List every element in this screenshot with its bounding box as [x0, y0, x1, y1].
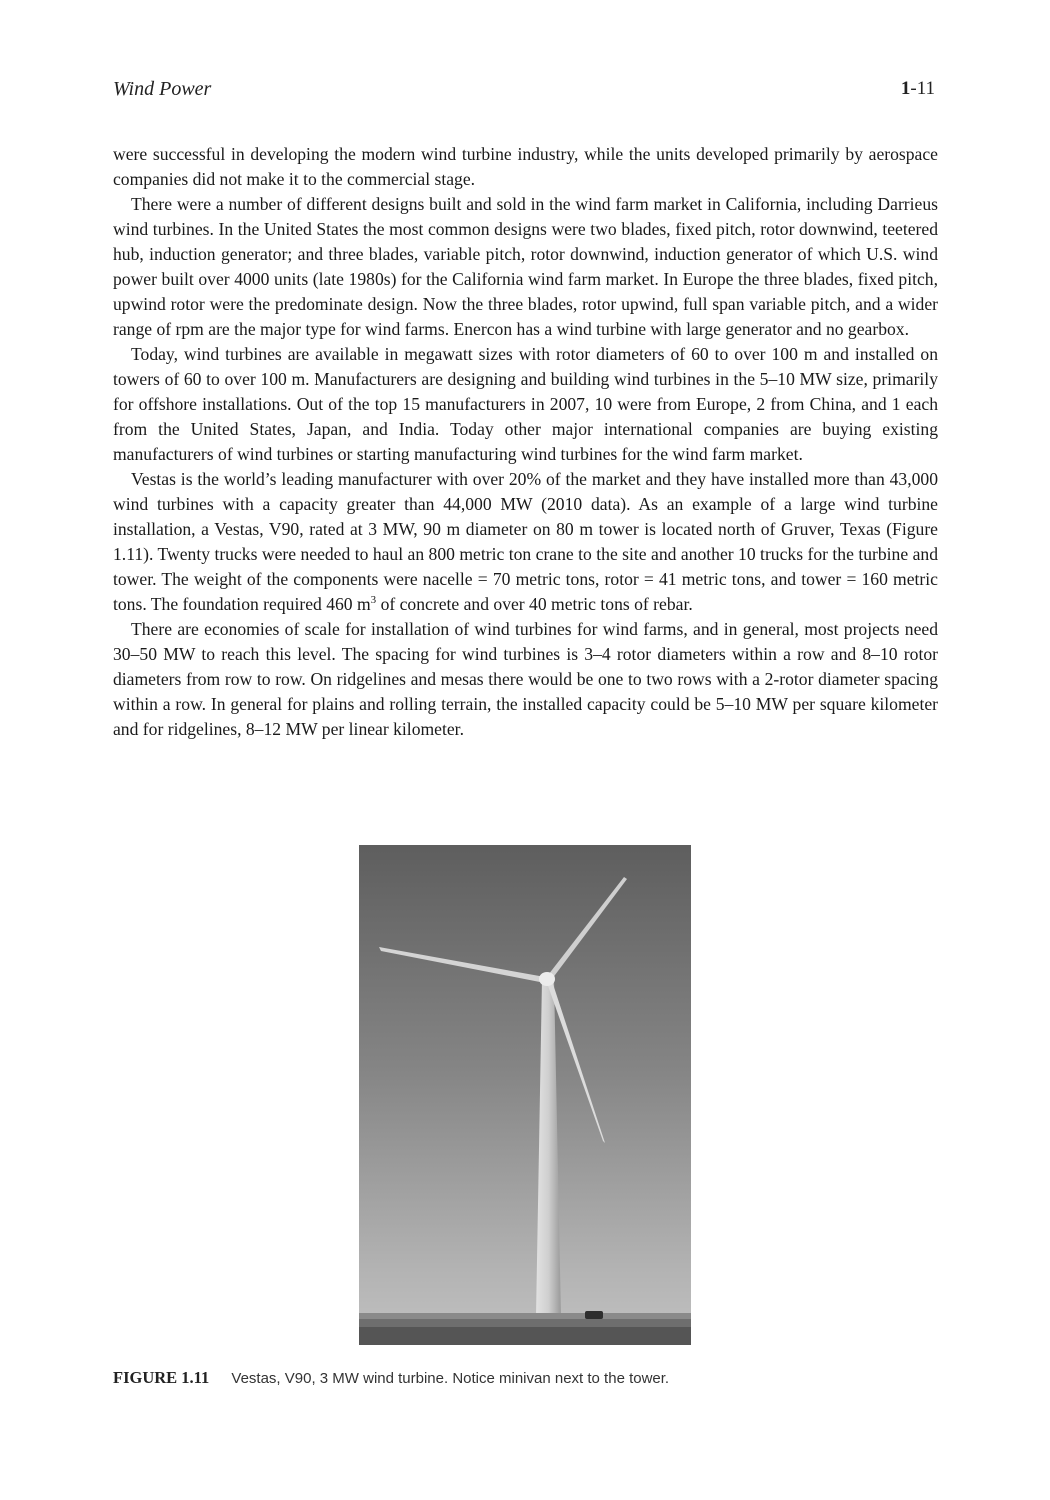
wind-turbine-photo — [359, 845, 691, 1345]
page-number-chapter: 1 — [900, 78, 911, 99]
paragraph-continuation: were successful in developing the modern wind turbine industry, while the units developed primarily by aerospace companies did not make it to the commercial stage. — [113, 144, 938, 189]
running-head — [113, 78, 935, 104]
figure-caption-text: Vestas, V90, 3 MW wind turbine. Notice minivan next to the tower. — [231, 1370, 670, 1387]
paragraph-vestas-text: Vestas is the world’s leading manufacturer with over 20% of the market and they have installed more than 43,000 wind turbines with a capacity greater than 44,000 MW (2010 data). As an example of a large wind turbine installation, a Vestas, V90, rated at 3 MW, 90 m diameter on 80 m tower is located north of Gruver, Texas (Figure 1.11). Twenty trucks were needed to haul an 800 metric ton crane to the site and another 10 trucks for the turbine and tower. The weight of the components were nacelle = 70 metric tons, rotor = 41 metric tons, and tower = 160 metric tons. The foundation required 460 m — [113, 469, 938, 614]
paragraph-vestas — [113, 467, 938, 617]
body-text — [113, 142, 938, 742]
paragraph-designs: There were a number of different designs built and sold in the wind farm market in California, including Darrieus wind turbines. In the United States the most common designs were two blades, fixed pitch, rotor downwind, teetered hub, induction generator; and three blades, variable pitch, rotor downwind, induction generator of which U.S. wind power built over 4000 units (late 1980s) for the California wind farm market. In Europe the three blades, fixed pitch, upwind rotor were the predominate design. Now the three blades, rotor upwind, full span variable pitch, and a wider range of rpm are the major type for wind farms. Enercon has a wind turbine with large generator and no gearbox. — [113, 194, 938, 339]
figure-label: FIGURE 1.11 — [113, 1368, 210, 1387]
superscript-cubed: 3 — [370, 594, 377, 607]
page-number — [901, 78, 935, 100]
minivan-shape — [585, 1311, 603, 1319]
hub-shape — [539, 972, 555, 986]
running-title: Wind Power — [113, 78, 212, 100]
figure-caption — [113, 1368, 943, 1388]
paragraph-economies-of-scale: There are economies of scale for installation of wind turbines for wind farms, and in general, most projects need 30–50 MW to reach this level. The spacing for wind turbines is 3–4 rotor diameters within a row and 8–10 rotor diameters from row to row. On ridgelines and mesas there would be one to two rows with a 2-rotor diameter spacing within a row. In general for plains and rolling terrain, the installed capacity could be 5–10 MW per square kilometer and for ridgelines, 8–12 MW per linear kilometer. — [113, 619, 938, 739]
paragraph-vestas-text-end: of concrete and over 40 metric tons of rebar. — [376, 594, 693, 614]
paragraph-megawatt-sizes: Today, wind turbines are available in megawatt sizes with rotor diameters of 60 to over 100 m and installed on towers of 60 to over 100 m. Manufacturers are designing and building wind turbines in the 5–10 MW size, primarily for offshore installations. Out of the top 15 manufacturers in 2007, 10 were from Europe, 2 from China, and 1 each from the United States, Japan, and India. Today other major international companies are buying existing manufacturers of wind turbines or starting manufacturing wind turbines for the wind farm market. — [113, 344, 938, 464]
page-number-page: -11 — [910, 78, 935, 99]
